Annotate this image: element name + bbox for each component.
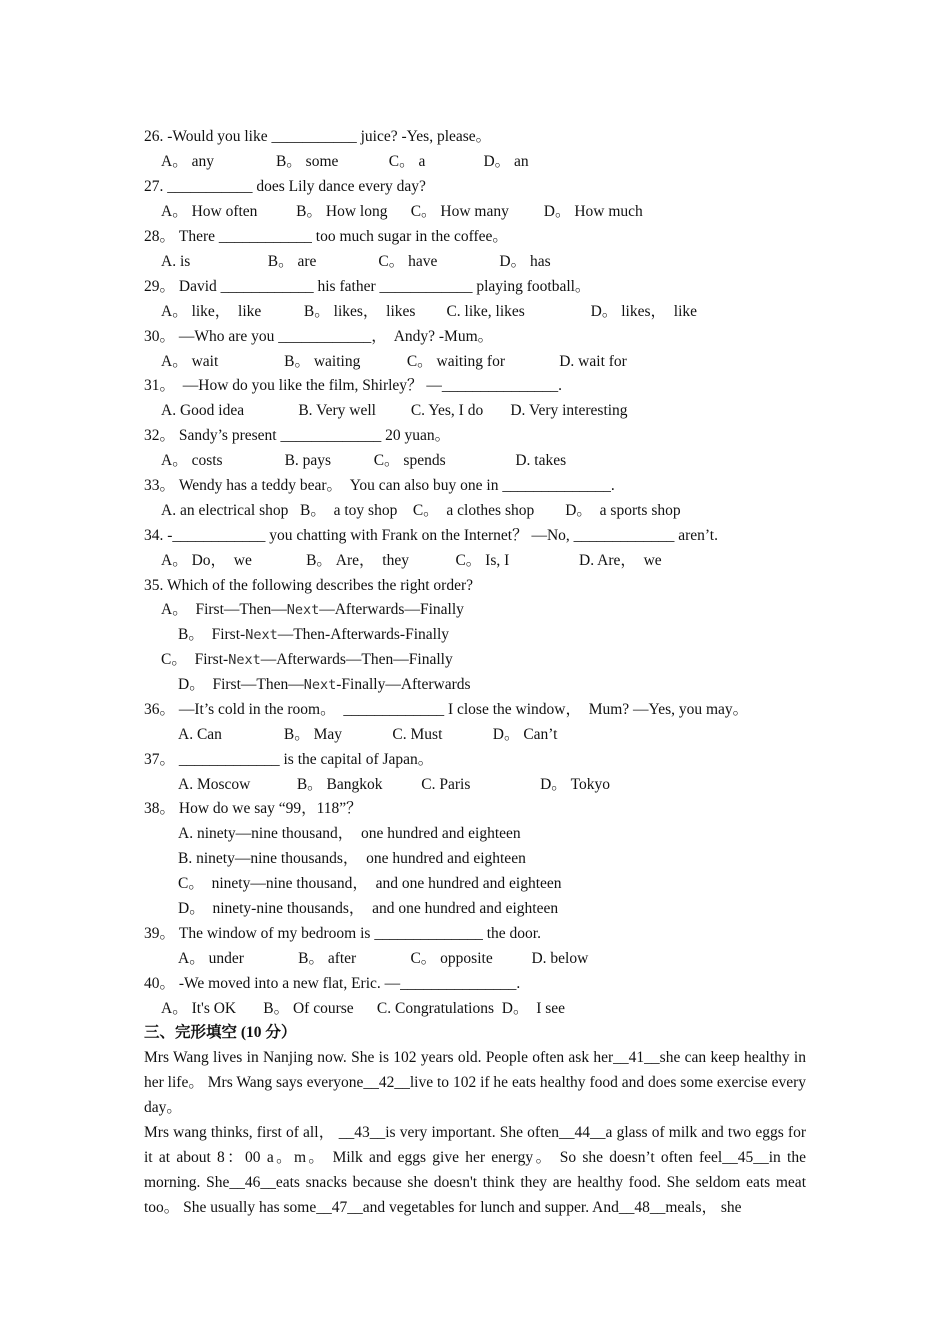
option-part-next: Next	[245, 627, 278, 643]
question-28: 28。 There ____________ too much sugar in the coffee。	[144, 228, 508, 245]
question-32-options: A。 costs B. pays C。 spends D. takes	[161, 452, 567, 469]
question-35-option-b	[178, 626, 449, 644]
question-34-options: A。 Do， we B。 Are， they C。 Is, I D. Are， we	[161, 552, 662, 569]
option-part: —Afterwards—Then—Finally	[260, 651, 453, 668]
question-35: 35. Which of the following describes the right order?	[144, 577, 473, 594]
question-27-options: A。 How often B。 How long C。 How many D。 How much	[161, 203, 643, 220]
question-38: 38。 How do we say “99，118”？	[144, 800, 362, 817]
question-33: 33。 Wendy has a teddy bear。 You can also buy one in ______________.	[144, 477, 615, 494]
question-30: 30。 —Who are you ____________， Andy? -Mum。	[144, 328, 494, 345]
question-27: 27. ___________ does Lily dance every day?	[144, 178, 426, 195]
question-36-options: A. Can B。 May C. Must D。 Can’t	[178, 726, 558, 743]
question-33-options: A. an electrical shop B。 a toy shop C。 a clothes shop D。 a sports shop	[161, 502, 681, 519]
cloze-passage	[144, 1045, 806, 1220]
question-30-options: A。 wait B。 waiting C。 waiting for D. wait for	[161, 353, 627, 370]
question-38-option-d: D。 ninety-nine thousands， and one hundred and eighteen	[178, 900, 559, 917]
option-part: A。 First—Then—	[161, 601, 287, 618]
question-37: 37。 _____________ is the capital of Japan。	[144, 751, 434, 768]
question-36: 36。 —It’s cold in the room。 _____________ I close the window， Mum? —Yes, you may。	[144, 701, 749, 718]
question-31: 31。 —How do you like the film, Shirley？ —_______________.	[144, 377, 563, 394]
question-34: 34. -____________ you chatting with Frank on the Internet？ —No, _____________ aren’t.	[144, 527, 718, 544]
question-32: 32。 Sandy’s present _____________ 20 yuan。	[144, 427, 451, 444]
question-37-options: A. Moscow B。 Bangkok C. Paris D。 Tokyo	[178, 776, 611, 793]
option-part: B。 First-	[178, 626, 246, 643]
question-38-option-b: B. ninety—nine thousands， one hundred and eighteen	[178, 850, 526, 867]
question-35-option-c	[161, 651, 453, 669]
question-39: 39。 The window of my bedroom is ______________ the door.	[144, 925, 541, 942]
option-part-next: Next	[286, 602, 320, 618]
option-part: C。 First-	[161, 651, 229, 668]
question-29: 29。 David ____________ his father ____________ playing football。	[144, 278, 591, 295]
question-35-option-a	[161, 601, 464, 619]
question-39-options: A。 under B。 after C。 opposite D. below	[178, 950, 589, 967]
question-26: 26. -Would you like ___________ juice? -Yes, please。	[144, 128, 492, 145]
option-part: -Finally—Afterwards	[336, 676, 471, 693]
option-part: —Afterwards—Finally	[319, 601, 464, 618]
question-28-options: A. is B。 are C。 have D。 has	[161, 253, 551, 270]
question-29-options: A。 like， like B。 likes， likes C. like, likes D。 likes， like	[161, 303, 698, 320]
question-38-option-a: A. ninety—nine thousand， one hundred and eighteen	[178, 825, 521, 842]
passage-paragraph: Mrs wang thinks, first of all， __43__is very important. She often__44__a glass of milk and two eggs for it at about 8：00 a。m。 Milk and eggs give her energy。 So she doesn’t often feel__45__in the morning. She__46__eats snacks because she doesn't think they are healthy food. She seldom eats meat too。 She usually has some__47__and vegetables for lunch and supper. And__48__meals， she	[144, 1124, 806, 1216]
question-40-options: A。 It's OK B。 Of course C. Congratulations D。 I see	[161, 1000, 566, 1017]
option-part-next: Next	[228, 652, 261, 668]
option-part: D。 First—Then—	[178, 676, 304, 693]
section-heading: 三、完形填空 (10 分）	[144, 1024, 297, 1041]
question-40: 40。 -We moved into a new flat, Eric. —_______________.	[144, 975, 521, 992]
option-part: —Then-Afterwards-Finally	[277, 626, 450, 643]
question-26-options: A。 any B。 some C。 a D。 an	[161, 153, 529, 170]
question-38-option-c: C。 ninety—nine thousand， and one hundred and eighteen	[178, 875, 562, 892]
passage-paragraph: Mrs Wang lives in Nanjing now. She is 102 years old. People often ask her__41__she can keep healthy in her life。 Mrs Wang says everyone__42__live to 102 if he eats healthy food and does some exercise every day。	[144, 1049, 806, 1116]
option-part-next: Next	[303, 677, 337, 693]
question-31-options: A. Good idea B. Very well C. Yes, I do D. Very interesting	[161, 402, 628, 419]
question-35-option-d	[178, 676, 471, 694]
